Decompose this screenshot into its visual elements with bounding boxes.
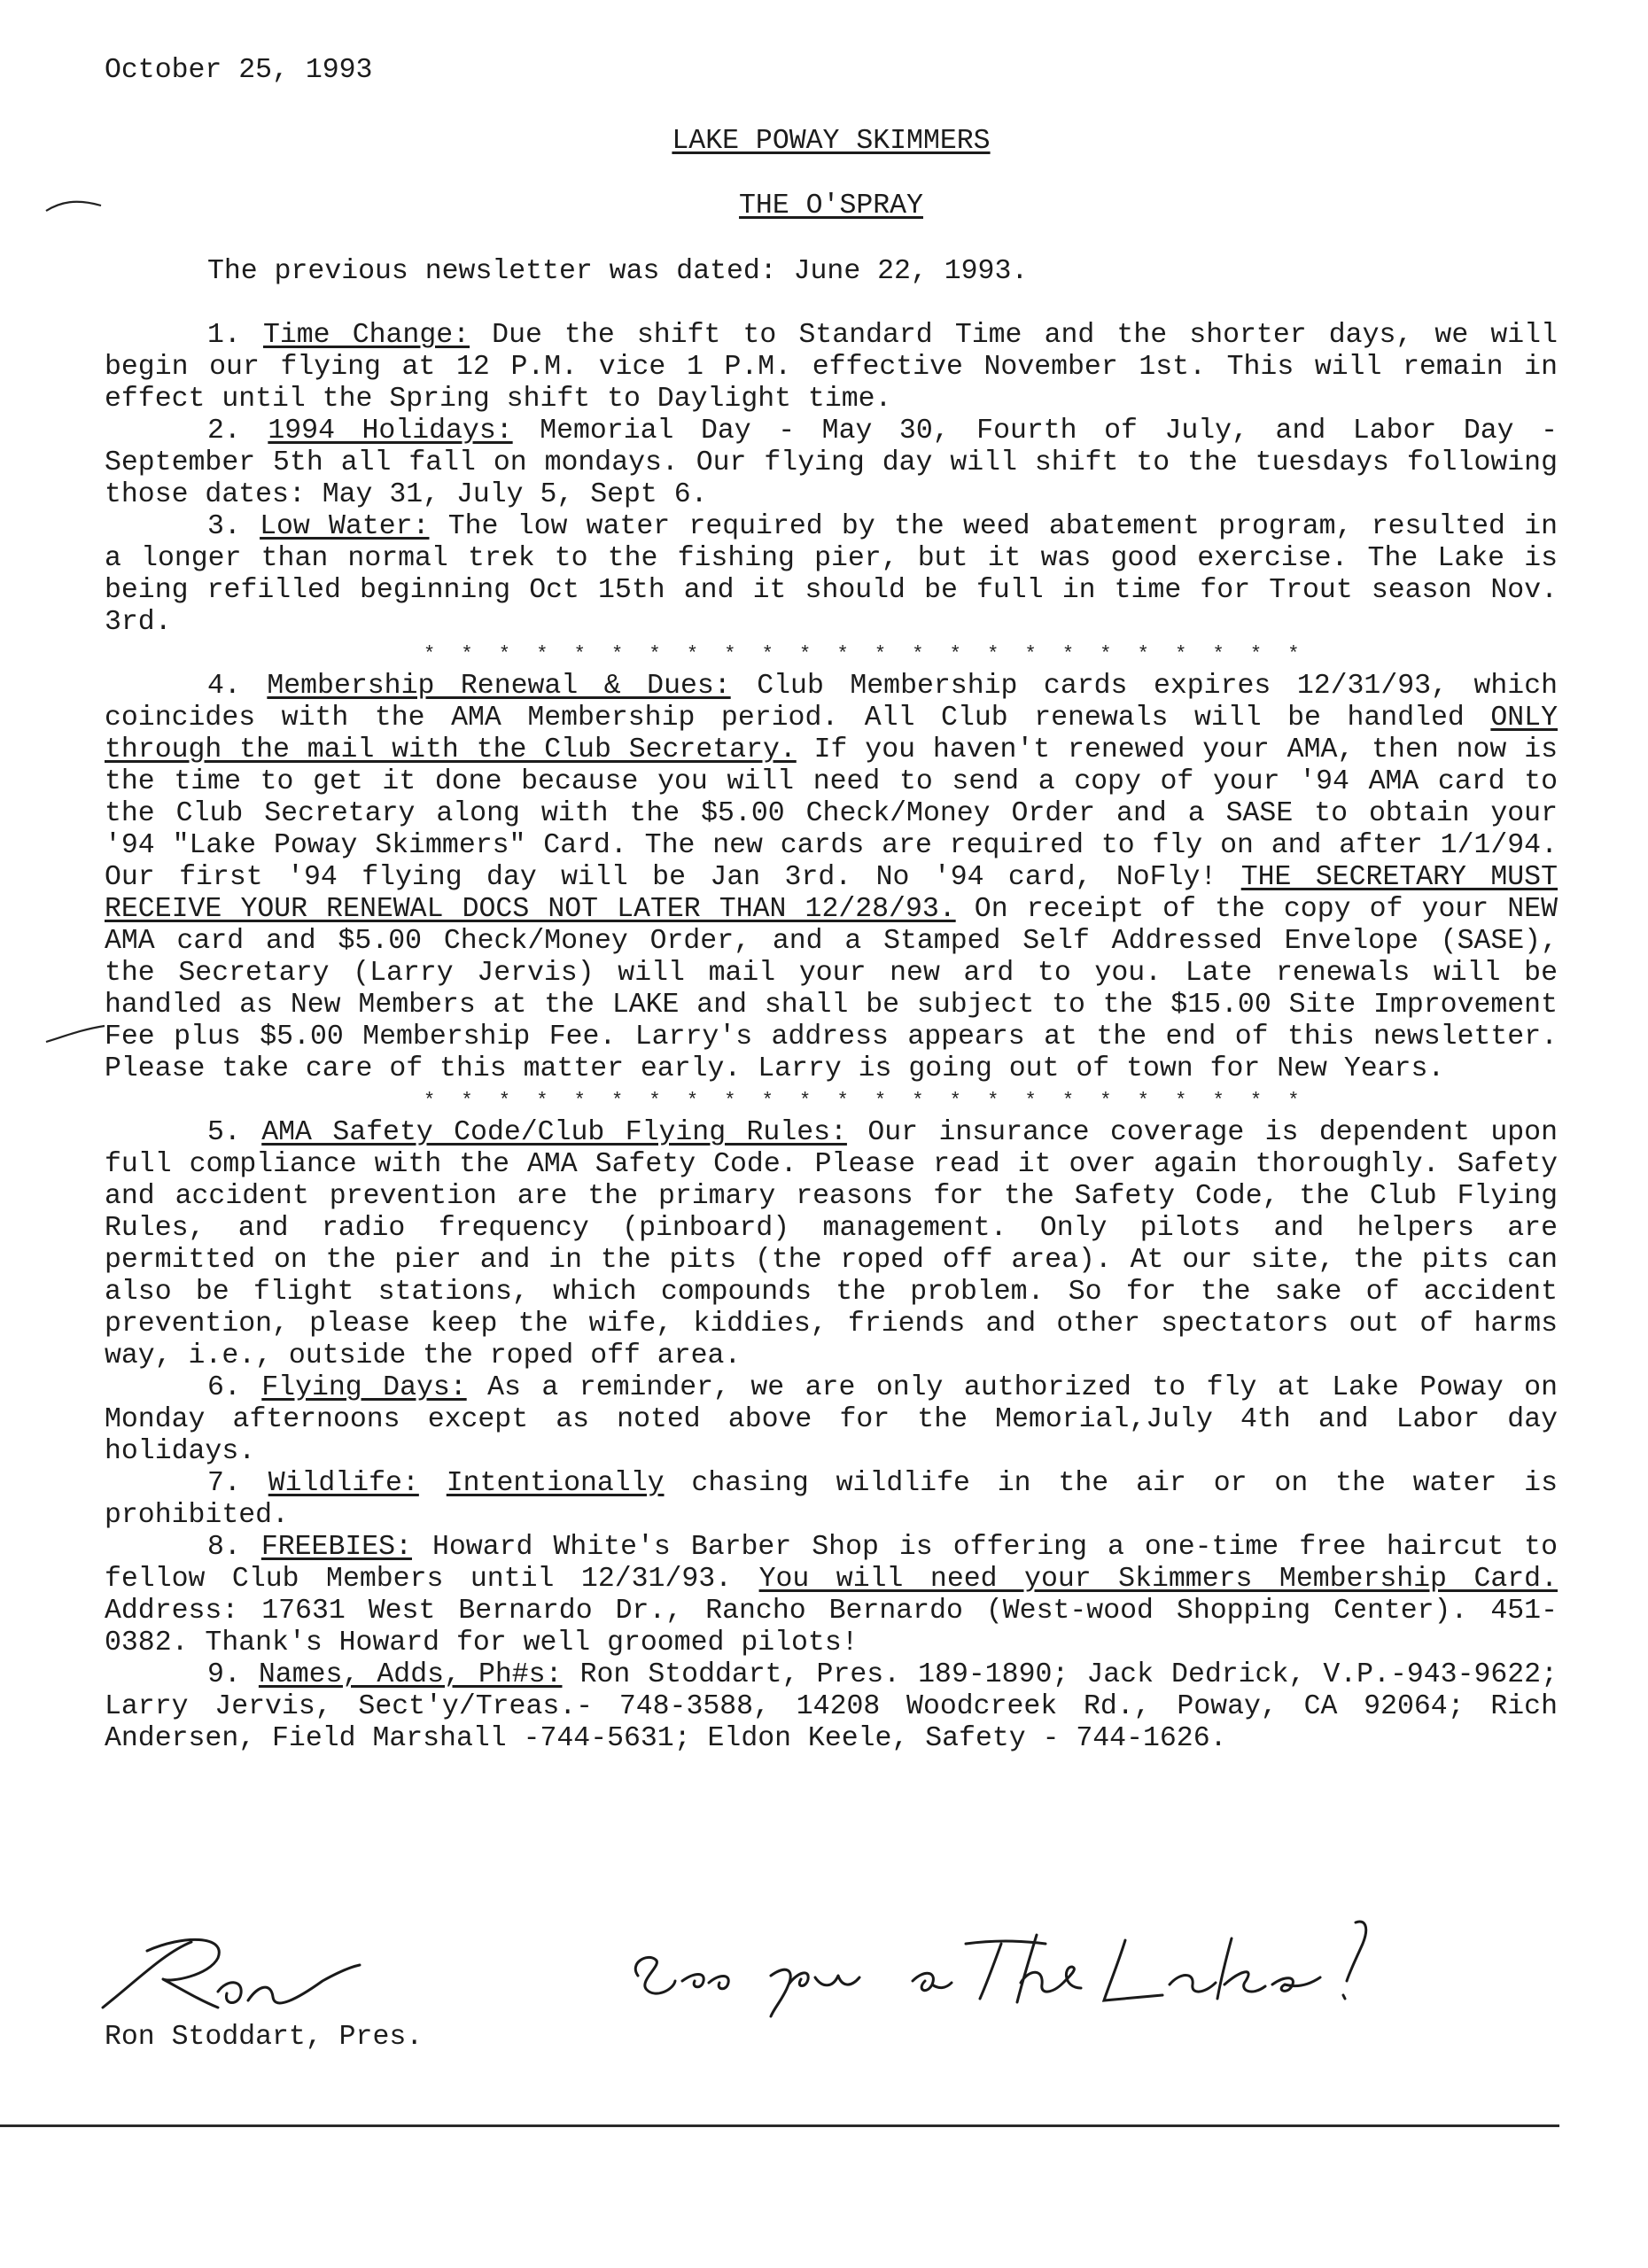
- previous-newsletter-note: The previous newsletter was dated: June 22, 1993.: [207, 256, 1029, 287]
- margin-mark: [44, 197, 103, 214]
- item-membership-renewal: 4. Membership Renewal & Dues: Club Membership cards expires 12/31/93, which coincides with the AMA Membership period. All Club renewals will be handled ONLY through the mail with the Club Secretary. If you haven't renewed your AMA, then now is the time to get it done because you will need to send a copy of your '94 AMA card to the Club Secretary along with the $5.00 Check/Money Order and a SASE to obtain your '94 "Lake Poway Skimmers" Card. The new cards are required to fly on and after 1/1/94. Our first '94 flying day will be Jan 3rd. No '94 card, NoFly! THE SECRETARY MUST RECEIVE YOUR RENEWAL DOCS NOT LATER THAN 12/28/93. On receipt of the copy of your NEW AMA card and $5.00 Check/Money Order, and a Stamped Self Addressed Envelope (SASE), the Secretary (Larry Jervis) will mail your new ard to you. Late renewals will be handled as New Members at the LAKE and shall be subject to the $15.00 Site Improvement Fee plus $5.00 Membership Fee. Larry's address appears at the end of this newsletter. Please take care of this matter early. Larry is going out of town for New Years.: [105, 671, 1559, 1084]
- star-separator: * * * * * * * * * * * * * * * * * * * * * * * *: [424, 643, 1307, 665]
- signer-name: Ron Stoddart, Pres.: [105, 2022, 424, 2053]
- item-time-change: 1. Time Change: Due the shift to Standard Time and the shorter days, we will begin our flying at 12 P.M. vice 1 P.M. effective November 1st. This will remain in effect until the Spring shift to Daylight time.: [105, 320, 1558, 415]
- item-contacts: 9. Names, Adds, Ph#s: Ron Stoddart, Pres. 189-1890; Jack Dedrick, V.P.-943-9622; Larry Jervis, Sect'y/Treas.- 748-3588, 14208 Woodcreek Rd., Poway, CA 92064; Rich Andersen, Field Marshall -744-5631; Eldon Keele, Safety - 744-1626.: [105, 1659, 1558, 1754]
- item-wildlife: 7. Wildlife: Intentionally chasing wildlife in the air or on the water is prohibited.: [105, 1468, 1558, 1531]
- margin-mark: [44, 1022, 106, 1045]
- club-name: LAKE POWAY SKIMMERS: [672, 126, 991, 157]
- newsletter-date: October 25, 1993: [105, 55, 373, 86]
- item-low-water: 3. Low Water: The low water required by the weed abatement program, resulted in a longer than normal trek to the fishing pier, but it was good exercise. The Lake is being refilled beginning Oct 15th and it should be full in time for Trout season Nov. 3rd.: [105, 511, 1558, 638]
- handwritten-signature: [85, 1926, 369, 2023]
- handwritten-see-you-at-the-lake: [620, 1914, 1418, 2020]
- star-separator: * * * * * * * * * * * * * * * * * * * * * * * *: [424, 1090, 1307, 1112]
- item-holidays: 2. 1994 Holidays: Memorial Day - May 30, Fourth of July, and Labor Day - September 5th all fall on mondays. Our flying day will shift to the tuesdays following those dates: May 31, July 5, Sept 6.: [105, 416, 1558, 510]
- bottom-rule: [0, 2124, 1559, 2127]
- item-flying-days: 6. Flying Days: As a reminder, we are only authorized to fly at Lake Poway on Monday afternoons except as noted above for the Memorial,July 4th and Labor day holidays.: [105, 1372, 1558, 1467]
- newsletter-title: THE O'SPRAY: [739, 190, 923, 221]
- newsletter-document: [105, 55, 1558, 1755]
- item-freebies: 8. FREEBIES: Howard White's Barber Shop is offering a one-time free haircut to fellow Club Members until 12/31/93. You will need your Skimmers Membership Card. Address: 17631 West Bernardo Dr., Rancho Bernardo (West-wood Shopping Center). 451-0382. Thank's Howard for well groomed pilots!: [105, 1532, 1558, 1658]
- item-safety-code: 5. AMA Safety Code/Club Flying Rules: Our insurance coverage is dependent upon full compliance with the AMA Safety Code. Please read it over again thoroughly. Safety and accident prevention are the primary reasons for the Safety Code, the Club Flying Rules, and radio frequency (pinboard) management. Only pilots and helpers are permitted on the pier and in the pits (the roped off area). At our site, the pits can also be flight stations, which compounds the problem. So for the sake of accident prevention, please keep the wife, kiddies, friends and other spectators out of harms way, i.e., outside the roped off area.: [105, 1117, 1558, 1371]
